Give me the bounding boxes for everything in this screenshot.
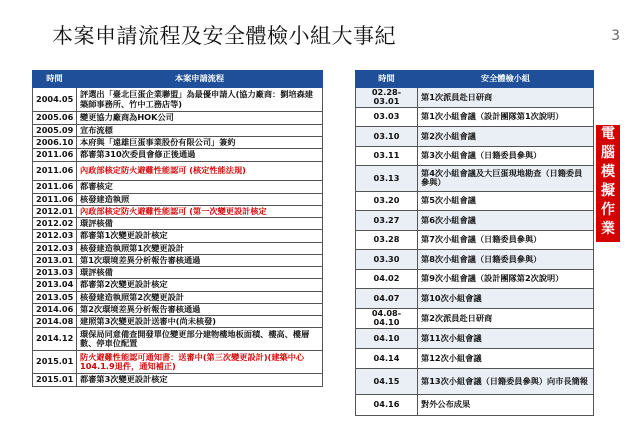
row-date: 2012.03 [33,230,77,243]
row-date: 2011.06 [33,162,77,181]
row-event: 第5次小組會議 [418,191,594,210]
row-date: 03.13 [356,165,418,191]
row-event: 第2次派員赴日研商 [418,308,594,328]
table-row [33,304,323,316]
row-date: 03.27 [356,210,418,230]
row-date: 04.10 [356,328,418,348]
table-row [33,328,323,351]
row-date: 04.16 [356,394,418,415]
table-row [33,279,323,292]
row-date: 2005.06 [33,112,77,125]
right-header-group: 安全體檢小組 [418,71,594,88]
table-row [33,149,323,162]
table-row [356,146,594,165]
table-row [356,308,594,328]
table-row [356,288,594,308]
simulation-label [596,125,620,242]
row-event: 第12次小組會議 [418,348,594,368]
row-date: 2013.03 [33,267,77,279]
row-date: 03.10 [356,126,418,146]
left-header-date: 時間 [33,71,77,88]
table-row [33,125,323,137]
row-date: 02.28-03.01 [356,88,418,108]
table-row [356,368,594,394]
row-date: 2005.09 [33,125,77,137]
table-row [33,194,323,206]
row-date: 2013.05 [33,292,77,304]
table-row [33,112,323,125]
row-date: 2013.01 [33,255,77,267]
table-row [33,162,323,181]
table-row [356,107,594,126]
table-row [33,292,323,304]
row-date: 2014.12 [33,328,77,351]
row-date: 03.11 [356,146,418,165]
table-row [33,374,323,387]
row-event: 都審核定 [77,181,323,194]
table-row [356,210,594,230]
row-event: 第13次小組會議（日籍委員參與）向市長簡報 [418,368,594,394]
row-date: 2011.06 [33,181,77,194]
table-row [33,181,323,194]
row-event: 內政部核定防火避難性能認可 (核定性能法規) [77,162,323,181]
row-event: 第1次小組會議（設計團隊第1次說明） [418,107,594,126]
row-date: 04.15 [356,368,418,394]
row-event: 環保局同意備查開發單位變更部分建物樓地板面積、樓高、樓層數、停車位配置 [77,328,323,351]
table-row [33,255,323,267]
row-event: 第2次小組會議 [418,126,594,146]
row-event: 第9次小組會議（設計團隊第2次說明） [418,269,594,288]
row-date: 04.08-04.10 [356,308,418,328]
table-row [33,218,323,230]
application-process-table [32,70,323,387]
row-event: 第1次環境差異分析報告審核通過 [77,255,323,267]
row-date: 03.30 [356,249,418,269]
row-date: 2014.06 [33,304,77,316]
table-row [356,348,594,368]
row-date: 04.02 [356,269,418,288]
row-event: 防火避難性能認可通知書：送審中(第三次變更設計)(建築中心104.1.9退件，通知補正) [77,351,323,374]
table-row [33,137,323,149]
row-event: 宣布流標 [77,125,323,137]
table-row [33,243,323,255]
row-event: 都審第1次變更設計核定 [77,230,323,243]
row-date: 04.07 [356,288,418,308]
row-event: 核發建造執照 [77,194,323,206]
row-event: 環評核備 [77,267,323,279]
row-date: 04.14 [356,348,418,368]
row-event: 第3次小組會議（日籍委員參與） [418,146,594,165]
row-date: 03.28 [356,230,418,249]
table-row [356,230,594,249]
page-title: 本案申請流程及安全體檢小組大事紀 [52,24,396,48]
row-date: 2011.06 [33,149,77,162]
row-event: 變更協力廠商為HOK公司 [77,112,323,125]
row-event: 第1次派員赴日研商 [418,88,594,108]
row-event: 對外公布成果 [418,394,594,415]
row-event: 都審第2次變更設計核定 [77,279,323,292]
table-row [356,88,594,108]
row-event: 第6次小組會議 [418,210,594,230]
table-row [356,249,594,269]
table-row [33,88,323,112]
row-event: 第2次環境差異分析報告審核通過 [77,304,323,316]
row-date: 2013.04 [33,279,77,292]
simulation-label-text: 電腦模擬作業 [601,126,615,237]
row-event: 第10次小組會議 [418,288,594,308]
row-date: 2015.01 [33,374,77,387]
row-date: 03.20 [356,191,418,210]
table-row [356,394,594,415]
row-date: 2012.01 [33,206,77,218]
row-event: 核發建造執照第2次變更設計 [77,292,323,304]
row-date: 2012.03 [33,243,77,255]
table-row [356,269,594,288]
row-event: 第4次小組會議及大巨蛋現地勘查（日籍委員參與） [418,165,594,191]
row-date: 2012.02 [33,218,77,230]
safety-review-table [355,70,594,416]
left-header-process: 本案申請流程 [77,71,323,88]
table-row [356,328,594,348]
row-date: 2006.10 [33,137,77,149]
page-number: 3 [611,28,620,44]
row-event: 內政部核定防火避難性能認可 (第一次變更設計核定 [77,206,323,218]
table-row [356,126,594,146]
row-event: 核發建造執照第1次變更設計 [77,243,323,255]
table-row [356,165,594,191]
table-row [33,267,323,279]
row-date: 2014.08 [33,316,77,328]
row-event: 環評核備 [77,218,323,230]
row-event: 第8次小組會議（日籍委員參與） [418,249,594,269]
row-event: 建照第3次變更設計送審中(尚未核發) [77,316,323,328]
row-date: 2015.01 [33,351,77,374]
row-event: 評選出「臺北巨蛋企業聯盟」為最優申請人(協力廠商：劉培森建築師事務所、竹中工務店等) [77,88,323,112]
table-row [33,316,323,328]
row-event: 都審第3次變更設計核定 [77,374,323,387]
row-event: 都審第310次委員會修正後通過 [77,149,323,162]
table-row [33,351,323,374]
table-row [33,206,323,218]
table-row [33,230,323,243]
table-row [356,191,594,210]
right-header-date: 時間 [356,71,418,88]
row-date: 2011.06 [33,194,77,206]
row-date: 03.03 [356,107,418,126]
row-event: 本府與「遠雄巨蛋事業股份有限公司」簽約 [77,137,323,149]
row-event: 第7次小組會議（日籍委員參與） [418,230,594,249]
row-date: 2004.05 [33,88,77,112]
row-event: 第11次小組會議 [418,328,594,348]
